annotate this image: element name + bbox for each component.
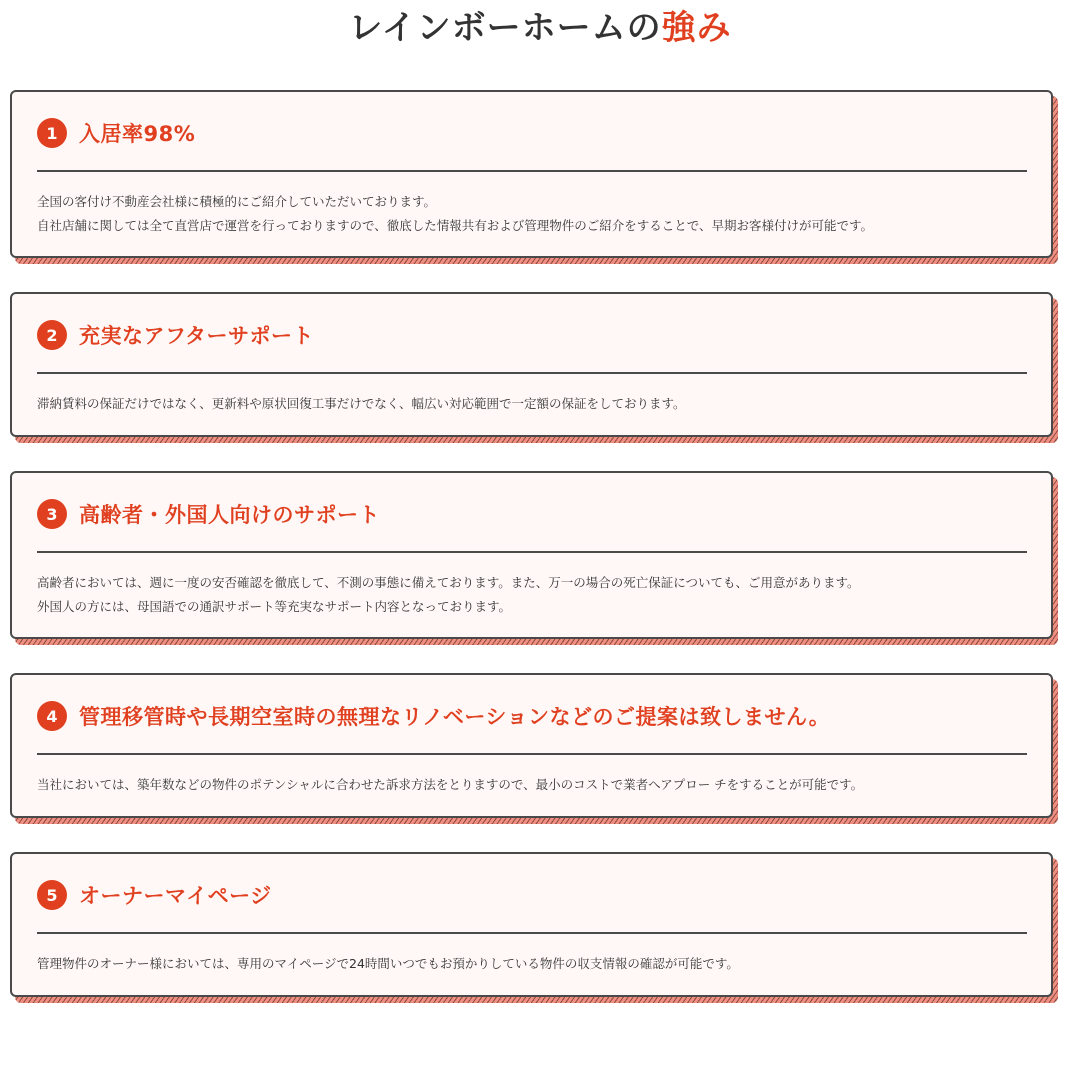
number-badge: 4 (37, 701, 67, 731)
page-title-accent: 強み (661, 8, 732, 48)
card-title: オーナーマイページ (79, 884, 272, 908)
card-header (37, 294, 1027, 374)
card-text-line: 高齢者においては、週に一度の安否確認を徹底して、不測の事態に備えております。また、万一の場合の死亡保証についても、ご用意があります。 (37, 575, 860, 590)
page-title (0, 6, 1080, 50)
card-text-line: 外国人の方には、母国語での通訳サポート等充実なサポート内容となっております。 (37, 599, 512, 614)
card-text-line: 管理物件のオーナー様においては、専用のマイページで24時間いつでもお預かりしている物件の収支情報の確認が可能です。 (37, 956, 739, 971)
strength-card-2 (10, 292, 1053, 437)
card-body (37, 172, 1027, 238)
card-body (37, 755, 1027, 797)
page-title-main: レインボーホームの (348, 8, 662, 48)
strength-card-3 (10, 471, 1053, 639)
card-header (37, 473, 1027, 553)
number-badge: 2 (37, 320, 67, 350)
card-text-line: 滞納賃料の保証だけではなく、更新料や原状回復工事だけでなく、幅広い対応範囲で一定額の保証をしております。 (37, 396, 686, 411)
number-badge: 1 (37, 118, 67, 148)
card-text-line: 全国の客付け不動産会社様に積極的にご紹介していただいております。 (37, 194, 437, 209)
card-title: 入居率98% (79, 122, 196, 146)
card-body (37, 553, 1027, 619)
card-body (37, 934, 1027, 976)
strength-card-5 (10, 852, 1053, 997)
card-header (37, 675, 1027, 755)
card-title: 高齢者・外国人向けのサポート (79, 503, 380, 527)
card-text-line: 自社店舗に関しては全て直営店で運営を行っておりますので、徹底した情報共有および管理物件のご紹介をすることで、早期お客様付けが可能です。 (37, 218, 874, 233)
card-header (37, 854, 1027, 934)
card-title: 充実なアフターサポート (79, 324, 315, 348)
strength-card-1 (10, 90, 1053, 258)
card-body (37, 374, 1027, 416)
number-badge: 3 (37, 499, 67, 529)
strength-card-4 (10, 673, 1053, 818)
card-header (37, 92, 1027, 172)
number-badge: 5 (37, 880, 67, 910)
card-title: 管理移管時や長期空室時の無理なリノベーションなどのご提案は致しません。 (79, 705, 831, 729)
card-text-line: 当社においては、築年数などの物件のポテンシャルに合わせた訴求方法をとりますので、最小のコストで業者へアプロー チをすることが可能です。 (37, 777, 864, 792)
